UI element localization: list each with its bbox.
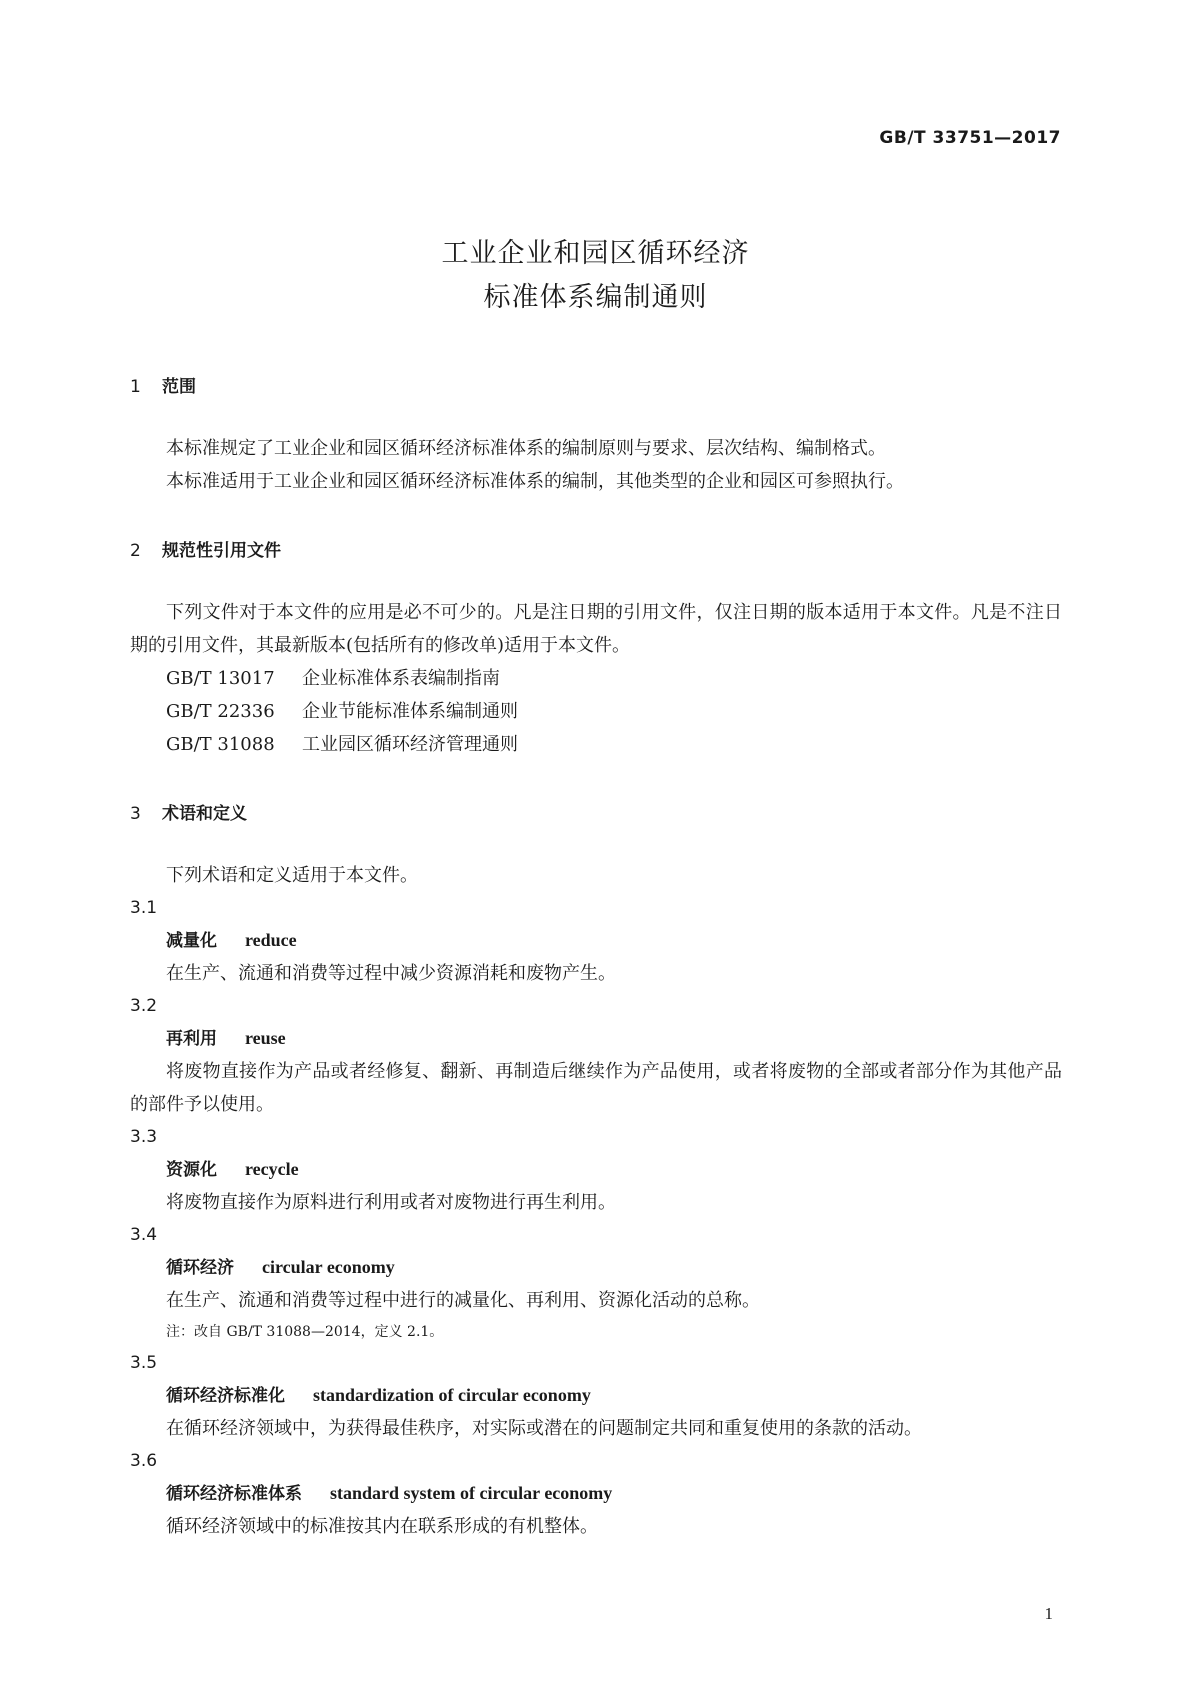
term-chinese: 循环经济标准化: [166, 1386, 285, 1406]
section-number: 2: [130, 541, 141, 561]
page-number: 1: [1044, 1604, 1053, 1623]
term-number: 3.3: [130, 1127, 158, 1147]
term-definition: 在生产、流通和消费等过程中进行的减量化、再利用、资源化活动的总称。: [166, 1290, 760, 1311]
term-chinese: 循环经济: [166, 1258, 234, 1278]
reference-item: [130, 695, 1062, 728]
title-line-1: 工业企业和园区循环经济: [441, 238, 750, 269]
term-english: recycle: [245, 1159, 299, 1179]
term-note: 注：改自 GB/T 31088—2014，定义 2.1。: [166, 1324, 444, 1340]
reference-title: 工业园区循环经济管理通则: [302, 734, 518, 755]
paragraph: 下列术语和定义适用于本文件。: [166, 865, 418, 886]
term-english: reuse: [245, 1028, 286, 1048]
reference-item: [130, 728, 1062, 761]
reference-title: 企业标准体系表编制指南: [302, 668, 500, 689]
section-1-heading: [130, 372, 1062, 402]
section-title: 术语和定义: [162, 804, 247, 824]
section-3-heading: [130, 799, 1062, 829]
term-definition: 将废物直接作为产品或者经修复、翻新、再制造后继续作为产品使用，或者将废物的全部或者部分作为其他产品的部件予以使用。: [130, 1061, 1062, 1115]
term-heading: [130, 1251, 1062, 1284]
title-line-2: 标准体系编制通则: [483, 282, 708, 313]
term-heading: [130, 924, 1062, 957]
reference-code: GB/T 13017: [166, 668, 275, 689]
term-number: 3.2: [130, 996, 158, 1016]
section-title: 范围: [162, 377, 196, 397]
reference-code: GB/T 31088: [166, 734, 275, 755]
term-english: standard system of circular economy: [330, 1483, 613, 1503]
reference-code: GB/T 22336: [166, 701, 275, 722]
term-number: 3.6: [130, 1451, 158, 1471]
term-english: standardization of circular economy: [313, 1385, 591, 1405]
term-definition: 循环经济领域中的标准按其内在联系形成的有机整体。: [166, 1516, 598, 1537]
paragraph: 下列文件对于本文件的应用是必不可少的。凡是注日期的引用文件，仅注日期的版本适用于本文件。凡是不注日期的引用文件，其最新版本(包括所有的修改单)适用于本文件。: [130, 602, 1062, 656]
document-body: [130, 372, 1062, 1543]
term-chinese: 资源化: [166, 1160, 217, 1180]
paragraph: 本标准规定了工业企业和园区循环经济标准体系的编制原则与要求、层次结构、编制格式。: [166, 438, 886, 459]
standard-number: GB/T 33751—2017: [879, 128, 1061, 148]
term-heading: [130, 1379, 1062, 1412]
paragraph: 本标准适用于工业企业和园区循环经济标准体系的编制，其他类型的企业和园区可参照执行。: [166, 471, 904, 492]
section-number: 1: [130, 377, 141, 397]
section-2-heading: [130, 536, 1062, 566]
term-number: 3.5: [130, 1353, 158, 1373]
term-chinese: 循环经济标准体系: [166, 1484, 302, 1504]
section-title: 规范性引用文件: [162, 541, 281, 561]
document-title: [0, 232, 1191, 320]
term-heading: [130, 1153, 1062, 1186]
term-number: 3.1: [130, 898, 158, 918]
term-number: 3.4: [130, 1225, 158, 1245]
term-english: reduce: [245, 930, 297, 950]
reference-item: [130, 662, 1062, 695]
term-heading: [130, 1477, 1062, 1510]
term-heading: [130, 1022, 1062, 1055]
reference-title: 企业节能标准体系编制通则: [302, 701, 518, 722]
term-definition: 将废物直接作为原料进行利用或者对废物进行再生利用。: [166, 1192, 616, 1213]
term-definition: 在循环经济领域中，为获得最佳秩序，对实际或潜在的问题制定共同和重复使用的条款的活动。: [166, 1418, 922, 1439]
term-definition: 在生产、流通和消费等过程中减少资源消耗和废物产生。: [166, 963, 616, 984]
term-english: circular economy: [262, 1257, 395, 1277]
term-chinese: 再利用: [166, 1029, 217, 1049]
section-number: 3: [130, 804, 141, 824]
term-chinese: 减量化: [166, 931, 217, 951]
